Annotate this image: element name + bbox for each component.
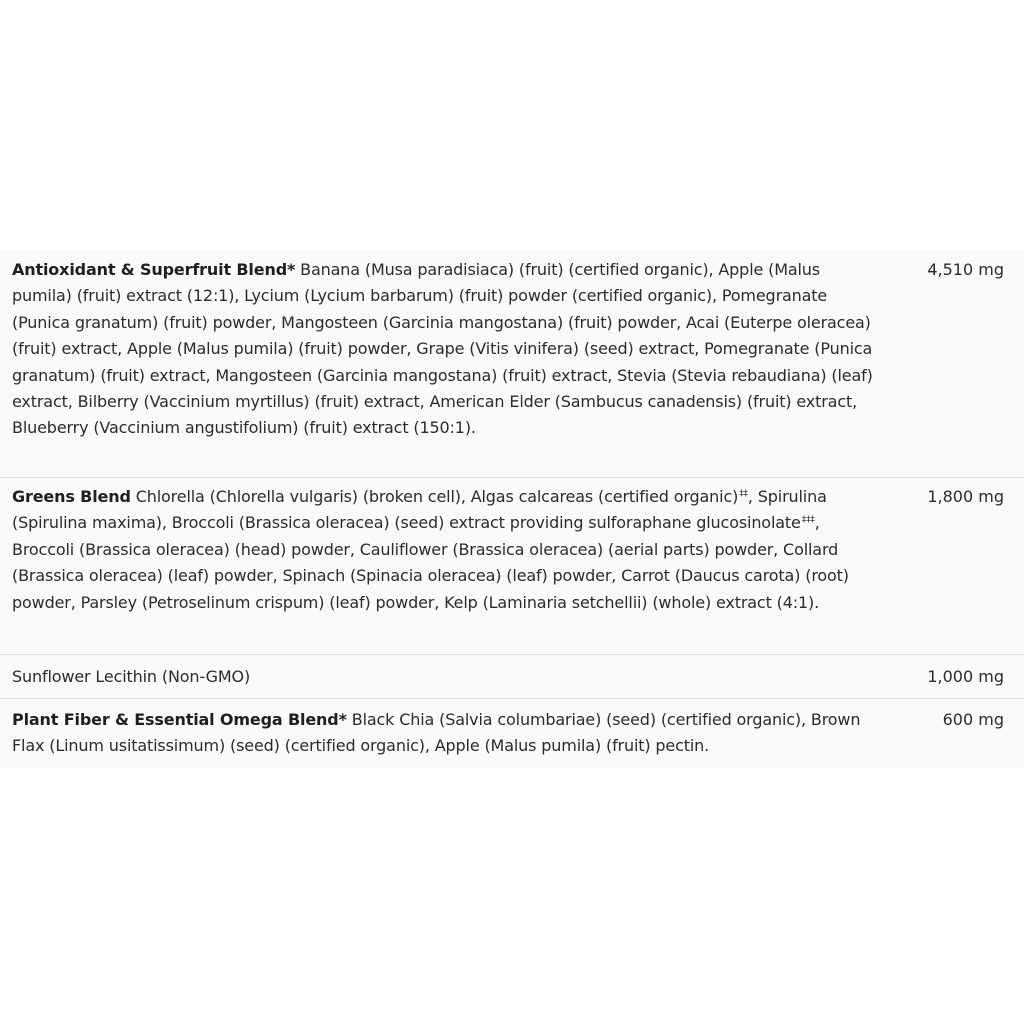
ingredient-name: Antioxidant & Superfruit Blend* (12, 260, 296, 279)
table-row-greens-blend (0, 478, 1024, 655)
ingredient-amount: 600 mg (942, 710, 1004, 729)
ingredient-name: Greens Blend (12, 487, 131, 506)
ingredient-amount: 4,510 mg (927, 260, 1004, 279)
ingredient-detail: Banana (Musa paradisiaca) (fruit) (certified organic), Apple (Malus pumila) (fruit) extract (12:1), Lycium (Lycium barbarum) (fruit) powder (certified organic), Pomegranate (Punica granatum) (fruit) powder, Mangosteen (Garcinia mangostana) (fruit) powder, Acai (Euterpe oleracea) (fruit) extract, Apple (Malus pumila) (fruit) powder, Grape (Vitis vinifera) (seed) extract, Pomegranate (Punica granatum) (fruit) extract, Mangosteen (Garcinia mangostana) (fruit) extract, Stevia (Stevia rebaudiana) (leaf) extract, Bilberry (Vaccinium myrtillus) (fruit) extract, American Elder (Sambucus canadensis) (fruit) extract, Blueberry (Vaccinium angustifolium) (fruit) extract (150:1). (12, 260, 873, 438)
ingredient-description (12, 484, 882, 616)
table-row-sunflower-lecithin (0, 655, 1024, 699)
ingredient-detail: , Spirulina (Spirulina maxima), Broccoli (Brassica oleracea) (seed) extract providing sulforaphane glucosinolate (12, 487, 827, 533)
ingredient-description (12, 257, 882, 442)
ingredient-description (12, 707, 882, 760)
ingredient-detail: Black Chia (Salvia columbariae) (seed) (certified organic), Brown Flax (Linum usitatissimum) (seed) (certified organic), Apple (Malus pumila) (fruit) pectin. (12, 710, 861, 756)
ingredient-name: Plant Fiber & Essential Omega Blend* (12, 710, 347, 729)
footnote-marker: ‡‡ (739, 488, 748, 499)
table-row-plant-fiber-blend (0, 699, 1024, 768)
ingredient-amount: 1,000 mg (927, 667, 1004, 686)
footnote-marker: ‡‡‡ (801, 515, 815, 526)
ingredient-description: Sunflower Lecithin (Non-GMO) (12, 667, 251, 686)
ingredient-amount: 1,800 mg (927, 487, 1004, 506)
supplement-ingredients-table (0, 250, 1024, 768)
ingredient-detail: , Broccoli (Brassica oleracea) (head) powder, Cauliflower (Brassica oleracea) (aerial parts) powder, Collard (Brassica oleracea) (leaf) powder, Spinach (Spinacia oleracea) (leaf) powder, Carrot (Daucus carota) (root) powder, Parsley (Petroselinum crispum) (leaf) powder, Kelp (Laminaria setchellii) (whole) extract (4:1). (12, 513, 849, 612)
table-row-antioxidant-blend (0, 250, 1024, 478)
ingredient-detail: Chlorella (Chlorella vulgaris) (broken cell), Algas calcareas (certified organic) (130, 487, 739, 506)
